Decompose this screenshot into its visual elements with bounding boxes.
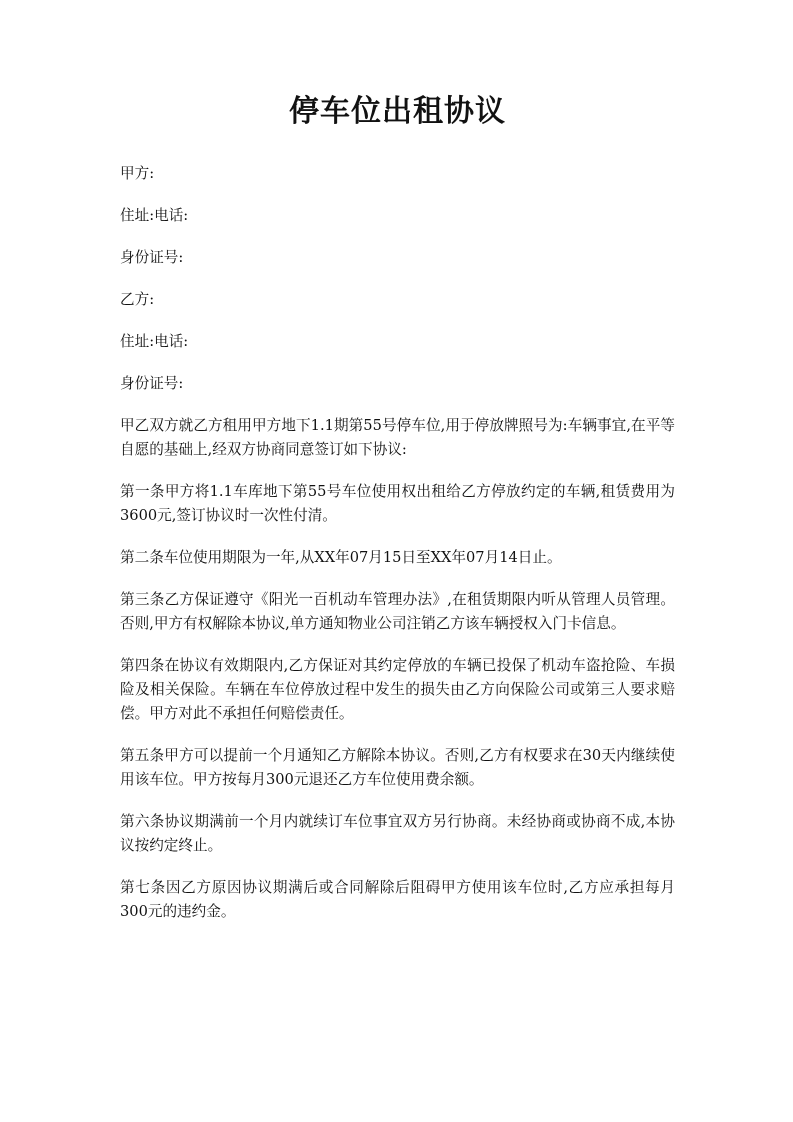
document-body bbox=[120, 162, 675, 924]
article-5: 第五条甲方可以提前一个月通知乙方解除本协议。否则,乙方有权要求在30天内继续使用该车位。甲方按每月300元退还乙方车位使用费余额。 bbox=[120, 747, 675, 788]
party-a-id-number: 身份证号: bbox=[120, 249, 184, 266]
document-title: 停车位出租协议 bbox=[289, 94, 506, 129]
party-b-address-phone: 住址:电话: bbox=[120, 333, 189, 350]
article-1: 第一条甲方将1.1车库地下第55号车位使用权出租给乙方停放约定的车辆,租赁费用为3600元,签订协议时一次性付清。 bbox=[120, 483, 675, 524]
article-3: 第三条乙方保证遵守《阳光一百机动车管理办法》,在租赁期限内听从管理人员管理。否则,甲方有权解除本协议,单方通知物业公司注销乙方该车辆授权入门卡信息。 bbox=[120, 591, 675, 632]
party-b-label: 乙方: bbox=[120, 291, 155, 308]
article-2: 第二条车位使用期限为一年,从XX年07月15日至XX年07月14日止。 bbox=[120, 549, 562, 566]
article-7: 第七条因乙方原因协议期满后或合同解除后阻碍甲方使用该车位时,乙方应承担每月300元的违约金。 bbox=[120, 879, 675, 920]
party-a-address-phone: 住址:电话: bbox=[120, 207, 189, 224]
party-a-label: 甲方: bbox=[120, 165, 155, 182]
party-b-id-number: 身份证号: bbox=[120, 375, 184, 392]
article-4: 第四条在协议有效期限内,乙方保证对其约定停放的车辆已投保了机动车盗抢险、车损险及相关保险。车辆在车位停放过程中发生的损失由乙方向保险公司或第三人要求赔偿。甲方对此不承担任何赔偿责任。 bbox=[120, 657, 675, 722]
article-6: 第六条协议期满前一个月内就续订车位事宜双方另行协商。未经协商或协商不成,本协议按约定终止。 bbox=[120, 813, 675, 854]
preamble-paragraph: 甲乙双方就乙方租用甲方地下1.1期第55号停车位,用于停放牌照号为:车辆事宜,在平等自愿的基础上,经双方协商同意签订如下协议: bbox=[120, 417, 675, 458]
